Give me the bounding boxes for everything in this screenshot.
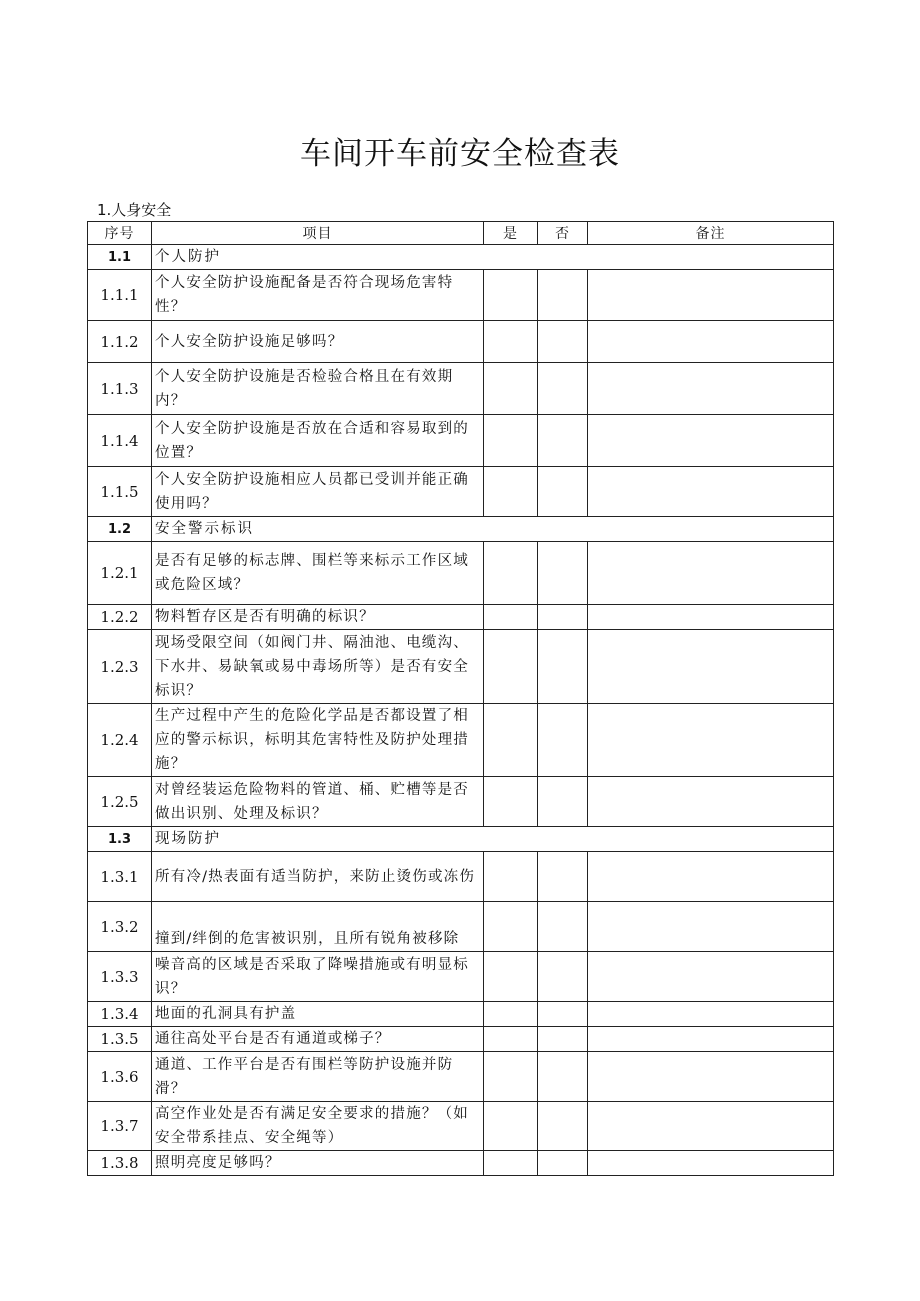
row-item-text: 噪音高的区域是否采取了降噪措施或有明显标识？ <box>152 952 484 1002</box>
row-serial-no: 1.2.5 <box>88 777 152 827</box>
remark-cell[interactable] <box>588 1027 834 1052</box>
page-title: 车间开车前安全检查表 <box>300 136 620 172</box>
row-serial-no: 1.2.1 <box>88 542 152 605</box>
row-item-text: 通道、工作平台是否有围栏等防护设施并防滑？ <box>152 1052 484 1102</box>
yes-cell[interactable] <box>484 1027 538 1052</box>
remark-cell[interactable] <box>588 467 834 517</box>
no-cell[interactable] <box>538 605 588 630</box>
table-row <box>88 605 834 630</box>
section-title: 安全警示标识 <box>152 517 834 542</box>
remark-cell[interactable] <box>588 270 834 321</box>
row-item-text: 地面的孔洞具有护盖 <box>152 1002 484 1027</box>
table-row <box>88 363 834 415</box>
section-row <box>88 827 834 852</box>
row-serial-no: 1.2 <box>88 517 152 542</box>
yes-cell[interactable] <box>484 1002 538 1027</box>
row-serial-no: 1.3.3 <box>88 952 152 1002</box>
remark-cell[interactable] <box>588 902 834 952</box>
table-row <box>88 777 834 827</box>
no-cell[interactable] <box>538 852 588 902</box>
no-cell[interactable] <box>538 415 588 467</box>
section-title: 现场防护 <box>152 827 834 852</box>
row-item-text: 高空作业处是否有满足安全要求的措施？（如安全带系挂点、安全绳等） <box>152 1102 484 1151</box>
yes-cell[interactable] <box>484 605 538 630</box>
yes-cell[interactable] <box>484 852 538 902</box>
no-cell[interactable] <box>538 777 588 827</box>
no-cell[interactable] <box>538 1027 588 1052</box>
row-serial-no: 1.3.8 <box>88 1151 152 1176</box>
row-serial-no: 1.3.7 <box>88 1102 152 1151</box>
table-row <box>88 952 834 1002</box>
no-cell[interactable] <box>538 1052 588 1102</box>
yes-cell[interactable] <box>484 777 538 827</box>
remark-cell[interactable] <box>588 630 834 704</box>
remark-cell[interactable] <box>588 415 834 467</box>
row-serial-no: 1.2.3 <box>88 630 152 704</box>
table-row <box>88 1151 834 1176</box>
row-serial-no: 1.1.4 <box>88 415 152 467</box>
table-row <box>88 321 834 363</box>
remark-cell[interactable] <box>588 704 834 777</box>
row-serial-no: 1.1.1 <box>88 270 152 321</box>
row-item-text: 是否有足够的标志牌、围栏等来标示工作区域或危险区域？ <box>152 542 484 605</box>
row-serial-no: 1.3.2 <box>88 902 152 952</box>
no-cell[interactable] <box>538 952 588 1002</box>
row-item-text: 生产过程中产生的危险化学品是否都设置了相应的警示标识，标明其危害特性及防护处理措施？ <box>152 704 484 777</box>
row-serial-no: 1.1.2 <box>88 321 152 363</box>
table-row <box>88 902 834 952</box>
no-cell[interactable] <box>538 467 588 517</box>
yes-cell[interactable] <box>484 467 538 517</box>
remark-cell[interactable] <box>588 363 834 415</box>
table-row <box>88 415 834 467</box>
row-item-text: 对曾经装运危险物料的管道、桶、贮槽等是否做出识别、处理及标识？ <box>152 777 484 827</box>
row-item-text: 个人安全防护设施足够吗？ <box>152 321 484 363</box>
yes-cell[interactable] <box>484 902 538 952</box>
table-row <box>88 270 834 321</box>
remark-cell[interactable] <box>588 852 834 902</box>
table-row <box>88 1027 834 1052</box>
table-row <box>88 704 834 777</box>
row-serial-no: 1.2.4 <box>88 704 152 777</box>
remark-cell[interactable] <box>588 321 834 363</box>
row-serial-no: 1.3.5 <box>88 1027 152 1052</box>
header-no: 否 <box>538 222 588 245</box>
no-cell[interactable] <box>538 321 588 363</box>
row-item-text: 所有冷/热表面有适当防护，来防止烫伤或冻伤 <box>152 852 484 902</box>
table-row <box>88 1002 834 1027</box>
no-cell[interactable] <box>538 1151 588 1176</box>
row-item-text: 撞到/绊倒的危害被识别，且所有锐角被移除 <box>152 902 484 952</box>
row-item-text: 个人安全防护设施相应人员都已受训并能正确使用吗？ <box>152 467 484 517</box>
yes-cell[interactable] <box>484 1052 538 1102</box>
row-serial-no: 1.3.1 <box>88 852 152 902</box>
row-item-text: 物料暂存区是否有明确的标识？ <box>152 605 484 630</box>
row-item-text: 个人安全防护设施是否检验合格且在有效期内？ <box>152 363 484 415</box>
no-cell[interactable] <box>538 270 588 321</box>
no-cell[interactable] <box>538 704 588 777</box>
remark-cell[interactable] <box>588 542 834 605</box>
header-remark: 备注 <box>588 222 834 245</box>
row-item-text: 个人安全防护设施配备是否符合现场危害特性？ <box>152 270 484 321</box>
row-serial-no: 1.1.3 <box>88 363 152 415</box>
yes-cell[interactable] <box>484 270 538 321</box>
remark-cell[interactable] <box>588 605 834 630</box>
header-yes: 是 <box>484 222 538 245</box>
row-item-text: 现场受限空间（如阀门井、隔油池、电缆沟、下水井、易缺氧或易中毒场所等）是否有安全标识？ <box>152 630 484 704</box>
table-row <box>88 852 834 902</box>
yes-cell[interactable] <box>484 1151 538 1176</box>
section-row <box>88 517 834 542</box>
row-serial-no: 1.1.5 <box>88 467 152 517</box>
row-item-text: 通往高处平台是否有通道或梯子？ <box>152 1027 484 1052</box>
remark-cell[interactable] <box>588 1102 834 1151</box>
table-header-row <box>88 222 834 245</box>
remark-cell[interactable] <box>588 1151 834 1176</box>
yes-cell[interactable] <box>484 321 538 363</box>
remark-cell[interactable] <box>588 1052 834 1102</box>
row-serial-no: 1.3.4 <box>88 1002 152 1027</box>
row-serial-no: 1.3.6 <box>88 1052 152 1102</box>
no-cell[interactable] <box>538 1002 588 1027</box>
remark-cell[interactable] <box>588 952 834 1002</box>
row-serial-no: 1.3 <box>88 827 152 852</box>
no-cell[interactable] <box>538 1102 588 1151</box>
row-serial-no: 1.1 <box>88 245 152 270</box>
no-cell[interactable] <box>538 542 588 605</box>
row-item-text: 个人安全防护设施是否放在合适和容易取到的位置？ <box>152 415 484 467</box>
remark-cell[interactable] <box>588 1002 834 1027</box>
table-body <box>88 245 834 1176</box>
remark-cell[interactable] <box>588 777 834 827</box>
yes-cell[interactable] <box>484 1102 538 1151</box>
table-row <box>88 542 834 605</box>
checklist-table <box>87 221 834 1176</box>
header-item: 项目 <box>152 222 484 245</box>
table-row <box>88 467 834 517</box>
yes-cell[interactable] <box>484 542 538 605</box>
yes-cell[interactable] <box>484 704 538 777</box>
yes-cell[interactable] <box>484 952 538 1002</box>
row-serial-no: 1.2.2 <box>88 605 152 630</box>
no-cell[interactable] <box>538 902 588 952</box>
table-row <box>88 1102 834 1151</box>
table-row <box>88 630 834 704</box>
header-serial-no: 序号 <box>88 222 152 245</box>
no-cell[interactable] <box>538 363 588 415</box>
section-title: 个人防护 <box>152 245 834 270</box>
no-cell[interactable] <box>538 630 588 704</box>
yes-cell[interactable] <box>484 630 538 704</box>
section-label: 1.人身安全 <box>97 201 172 219</box>
yes-cell[interactable] <box>484 415 538 467</box>
table-row <box>88 1052 834 1102</box>
section-row <box>88 245 834 270</box>
row-item-text: 照明亮度足够吗？ <box>152 1151 484 1176</box>
yes-cell[interactable] <box>484 363 538 415</box>
